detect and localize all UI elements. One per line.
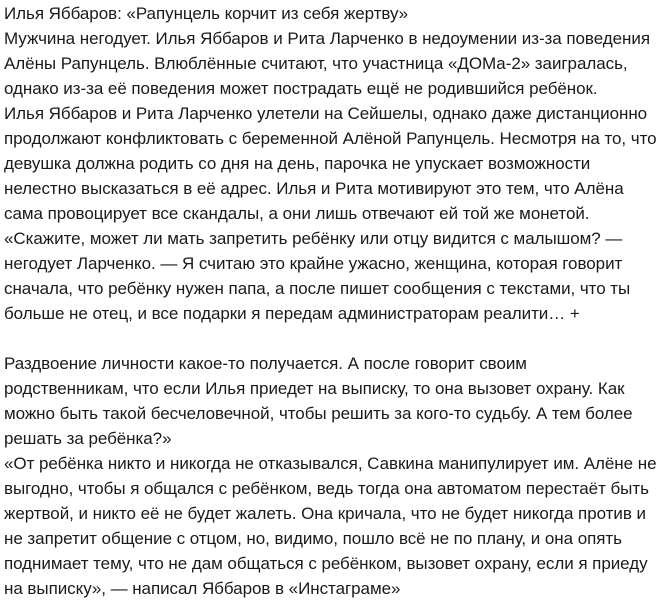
article-paragraph-1: Мужчина негодует. Илья Яббаров и Рита Ларченко в недоумении из-за поведения Алёны Рапунцель. Влюблённые считают, что участница «ДОМа-2» заигралась, однако из-за её поведения может пострадать ещё не родившийся ребёнок. bbox=[4, 29, 650, 98]
article-paragraph-5: «От ребёнка никто и никогда не отказывался, Савкина манипулирует им. Алёне не выгодно, чтобы я общался с ребёнком, ведь тогда она автоматом перестаёт быть жертвой, и никто её не будет жалеть. Она кричала, что не будет никогда против и не запретит общение с отцом, но, видимо, пошло всё не по плану, и она опять поднимает тему, что не дам общаться с ребёнком, вызовет охрану, если я приеду на выписку», — написал Яббаров в «Инстаграме» bbox=[4, 454, 657, 598]
article-title: Илья Яббаров: «Рапунцель корчит из себя жертву» bbox=[4, 4, 409, 23]
article-paragraph-3: «Скажите, может ли мать запретить ребёнку или отцу видится с малышом? — негодует Ларченко. — Я считаю это крайне ужасно, женщина, которая говорит сначала, что ребёнку нужен папа, а после пишет сообщения с текстами, что ты больше не отец, и все подарки я передам администраторам реалити… + bbox=[4, 229, 631, 323]
article-paragraph-4: Раздвоение личности какое-то получается. А после говорит своим родственникам, что если Илья приедет на выписку, то она вызовет охрану. Как можно быть такой бесчеловечной, чтобы решить за кого-то судьбу. А тем более решать за ребёнка?» bbox=[4, 354, 633, 448]
article-paragraph-2: Илья Яббаров и Рита Ларченко улетели на Сейшелы, однако даже дистанционно продолжают конфликтовать с беременной Алёной Рапунцель. Несмотря на то, что девушка должна родить со дня на день, парочка не упускает возможности нелестно высказаться в её адрес. Илья и Рита мотивируют это тем, что Алёна сама провоцирует все скандалы, а они лишь отвечают ей той же монетой. bbox=[4, 104, 657, 223]
